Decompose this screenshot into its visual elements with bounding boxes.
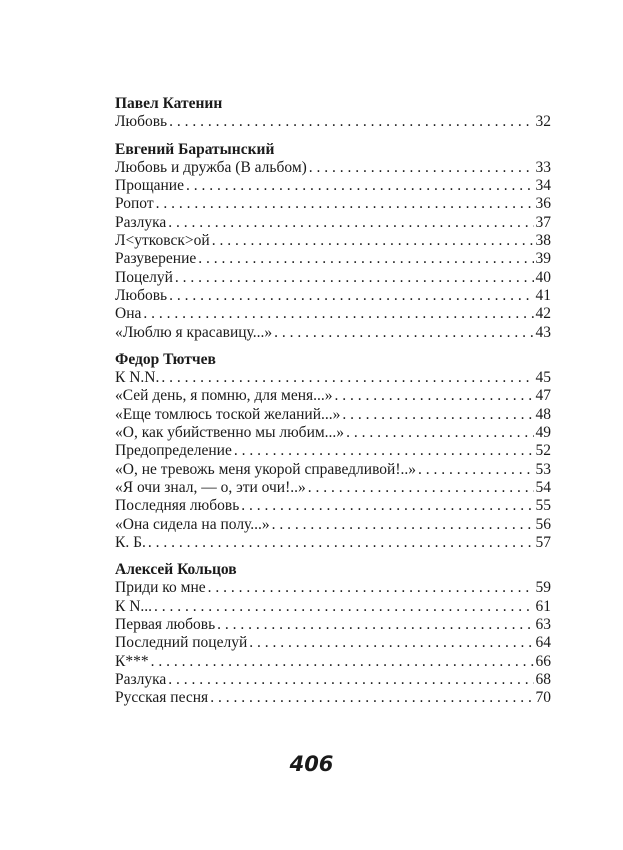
toc-entry bbox=[115, 406, 551, 424]
toc-entry bbox=[115, 177, 551, 195]
entry-page-number: 32 bbox=[535, 113, 551, 131]
toc-entry bbox=[115, 671, 551, 689]
toc-entry bbox=[115, 387, 551, 405]
dot-leader bbox=[151, 653, 534, 671]
entry-title: Поцелуй bbox=[115, 268, 173, 286]
dot-leader bbox=[335, 387, 534, 405]
entry-title: Ропот bbox=[115, 195, 154, 213]
toc-entry bbox=[115, 324, 551, 342]
author-heading: Алексей Кольцов bbox=[115, 561, 237, 579]
toc-section bbox=[115, 561, 551, 707]
dot-leader bbox=[186, 177, 534, 195]
dot-leader bbox=[168, 671, 533, 689]
entry-page-number: 48 bbox=[535, 405, 551, 423]
entry-page-number: 53 bbox=[535, 460, 551, 478]
toc-entry bbox=[115, 250, 551, 268]
entry-page-number: 66 bbox=[535, 652, 551, 670]
entry-title: Любовь bbox=[115, 113, 168, 131]
toc-entry bbox=[115, 269, 551, 287]
toc-section bbox=[115, 351, 551, 552]
entry-page-number: 39 bbox=[535, 250, 551, 268]
entry-page-number: 68 bbox=[535, 670, 551, 688]
toc-entry bbox=[115, 461, 551, 479]
toc-entry bbox=[115, 159, 551, 177]
dot-leader bbox=[249, 634, 533, 652]
entry-title: «О, не тревожь меня укорой справедливой!..» bbox=[115, 460, 417, 478]
entry-page-number: 40 bbox=[535, 268, 551, 286]
toc-entry bbox=[115, 442, 551, 460]
dot-leader bbox=[234, 442, 534, 460]
entry-page-number: 64 bbox=[535, 634, 551, 652]
entry-title: «Еще томлюсь тоской желаний...» bbox=[115, 405, 341, 423]
entry-title: Л<утковск>ой bbox=[115, 232, 210, 250]
toc-entry bbox=[115, 598, 551, 616]
entry-title: Прощание bbox=[115, 177, 184, 195]
dot-leader bbox=[241, 497, 533, 515]
dot-leader bbox=[346, 424, 533, 442]
entry-page-number: 61 bbox=[535, 597, 551, 615]
toc-entry bbox=[115, 579, 551, 597]
dot-leader bbox=[161, 369, 533, 387]
entry-title: Любовь и дружба (В альбом) bbox=[115, 158, 307, 176]
entry-page-number: 57 bbox=[535, 533, 551, 551]
entry-page-number: 52 bbox=[535, 442, 551, 460]
dot-leader bbox=[169, 113, 533, 131]
entry-page-number: 33 bbox=[535, 158, 551, 176]
entry-page-number: 63 bbox=[535, 616, 551, 634]
dot-leader bbox=[208, 579, 534, 597]
toc-entry bbox=[115, 497, 551, 515]
entry-page-number: 34 bbox=[535, 177, 551, 195]
dot-leader bbox=[148, 534, 534, 552]
dot-leader bbox=[210, 689, 533, 707]
dot-leader bbox=[143, 305, 533, 323]
dot-leader bbox=[217, 616, 533, 634]
entry-title: Разлука bbox=[115, 213, 167, 231]
toc-entry bbox=[115, 479, 551, 497]
entry-page-number: 43 bbox=[535, 323, 551, 341]
toc-entry bbox=[115, 195, 551, 213]
entry-page-number: 36 bbox=[535, 195, 551, 213]
entry-title: Первая любовь bbox=[115, 616, 216, 634]
toc-entry bbox=[115, 214, 551, 232]
page-number: 406 bbox=[289, 752, 334, 776]
entry-page-number: 49 bbox=[535, 424, 551, 442]
dot-leader bbox=[156, 195, 534, 213]
dot-leader bbox=[175, 269, 534, 287]
dot-leader bbox=[342, 406, 533, 424]
entry-page-number: 70 bbox=[535, 689, 551, 707]
entry-title: К*** bbox=[115, 652, 149, 670]
entry-title: Приди ко мне bbox=[115, 579, 206, 597]
entry-page-number: 55 bbox=[535, 497, 551, 515]
toc-entry bbox=[115, 232, 551, 250]
entry-page-number: 37 bbox=[535, 213, 551, 231]
entry-page-number: 54 bbox=[535, 478, 551, 496]
entry-title: «О, как убийственно мы любим...» bbox=[115, 424, 345, 442]
toc-entry bbox=[115, 287, 551, 305]
entry-title: Разлука bbox=[115, 670, 167, 688]
author-heading: Евгений Баратынский bbox=[115, 140, 275, 158]
toc-section bbox=[115, 95, 551, 132]
entry-title: К N.N. bbox=[115, 369, 160, 387]
author-heading: Павел Катенин bbox=[115, 95, 223, 112]
entry-page-number: 47 bbox=[535, 387, 551, 405]
dot-leader bbox=[274, 324, 533, 342]
entry-title: «Она сидела на полу...» bbox=[115, 515, 270, 533]
entry-page-number: 38 bbox=[535, 232, 551, 250]
entry-page-number: 42 bbox=[535, 305, 551, 323]
toc-entry bbox=[115, 424, 551, 442]
entry-page-number: 56 bbox=[535, 515, 551, 533]
toc-entry bbox=[115, 689, 551, 707]
dot-leader bbox=[418, 461, 533, 479]
toc-entry bbox=[115, 516, 551, 534]
entry-title: Разуверение bbox=[115, 250, 197, 268]
entry-title: Последняя любовь bbox=[115, 497, 240, 515]
entry-title: К. Б. bbox=[115, 533, 146, 551]
toc-entry bbox=[115, 653, 551, 671]
toc-entry bbox=[115, 616, 551, 634]
dot-leader bbox=[212, 232, 534, 250]
dot-leader bbox=[198, 250, 533, 268]
toc-entry bbox=[115, 534, 551, 552]
toc-entry bbox=[115, 369, 551, 387]
entry-title: К N... bbox=[115, 597, 153, 615]
dot-leader bbox=[154, 598, 533, 616]
entry-title: Последний поцелуй bbox=[115, 634, 248, 652]
author-heading: Федор Тютчев bbox=[115, 350, 216, 368]
toc-entry bbox=[115, 305, 551, 323]
dot-leader bbox=[169, 287, 533, 305]
toc-section bbox=[115, 141, 551, 342]
entry-title: Любовь bbox=[115, 286, 168, 304]
dot-leader bbox=[309, 159, 534, 177]
entry-title: «Я очи знал, — о, эти очи!..» bbox=[115, 478, 306, 496]
entry-title: Она bbox=[115, 305, 142, 323]
entry-title: Русская песня bbox=[115, 689, 209, 707]
entry-title: «Люблю я красавицу...» bbox=[115, 323, 273, 341]
toc-entry bbox=[115, 634, 551, 652]
entry-page-number: 41 bbox=[535, 286, 551, 304]
dot-leader bbox=[308, 479, 534, 497]
entry-title: «Сей день, я помню, для меня...» bbox=[115, 387, 333, 405]
toc-entry bbox=[115, 113, 551, 131]
entry-page-number: 45 bbox=[535, 369, 551, 387]
dot-leader bbox=[272, 516, 534, 534]
dot-leader bbox=[168, 214, 533, 232]
table-of-contents bbox=[115, 95, 551, 717]
entry-title: Предопределение bbox=[115, 442, 232, 460]
entry-page-number: 59 bbox=[535, 579, 551, 597]
